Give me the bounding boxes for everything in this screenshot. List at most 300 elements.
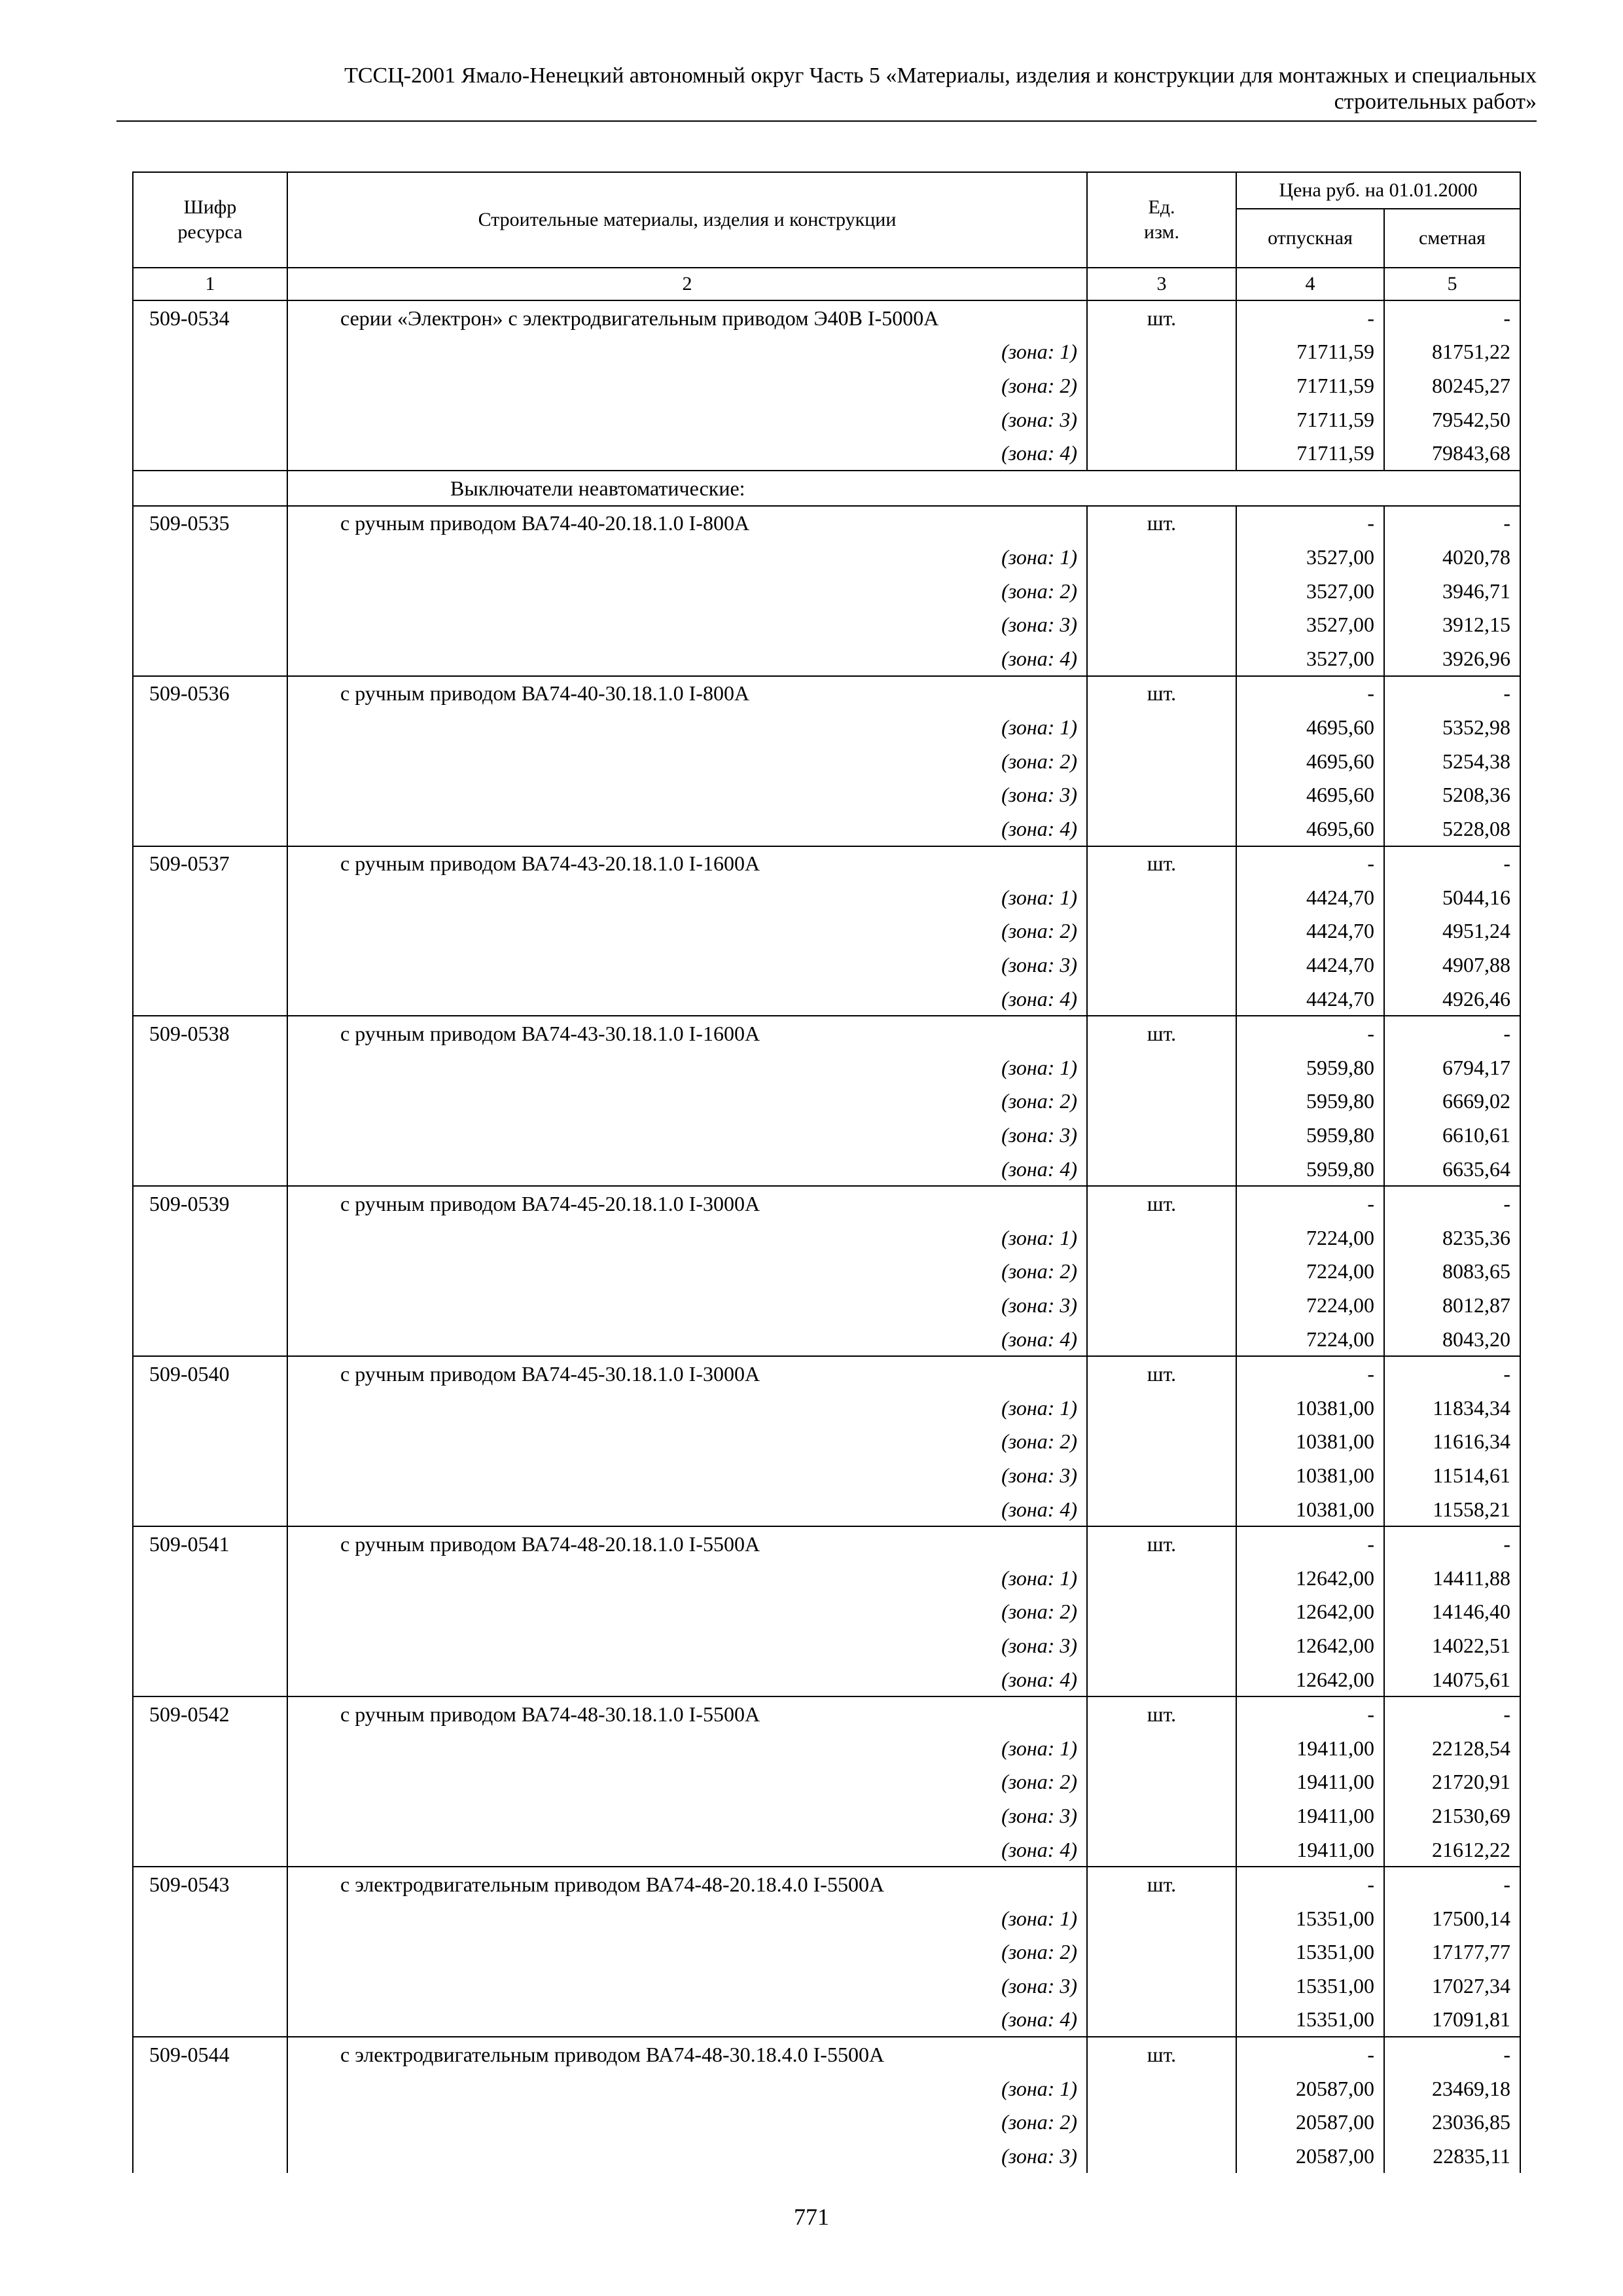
cell-price-estimate: -: [1384, 1696, 1520, 1731]
cell-price-estimate: -: [1384, 846, 1520, 881]
cell-price-release: 4424,70: [1236, 948, 1384, 982]
cell-price-release: 20587,00: [1236, 2139, 1384, 2173]
cell-unit: шт.: [1087, 300, 1236, 335]
cell-unit: шт.: [1087, 846, 1236, 881]
cell-zone-label: (зона: 3): [287, 1458, 1087, 1492]
cell-price-release: 3527,00: [1236, 607, 1384, 641]
cell-unit-empty: [1087, 1765, 1236, 1799]
item-row: [133, 1526, 1520, 1561]
cell-price-estimate: -: [1384, 1526, 1520, 1561]
zone-row: [133, 335, 1520, 369]
cell-zone-label: (зона: 3): [287, 1969, 1087, 2003]
zone-row: [133, 1458, 1520, 1492]
cell-price-estimate: 11514,61: [1384, 1458, 1520, 1492]
cell-unit: шт.: [1087, 1356, 1236, 1391]
cell-code-empty: [133, 880, 287, 914]
cell-resource-code: 509-0541: [133, 1526, 287, 1561]
zone-row: [133, 982, 1520, 1016]
cell-price-release: 7224,00: [1236, 1322, 1384, 1357]
cell-price-release: -: [1236, 676, 1384, 711]
cell-zone-label: (зона: 2): [287, 1595, 1087, 1629]
cell-unit-empty: [1087, 880, 1236, 914]
cell-unit-empty: [1087, 1901, 1236, 1935]
cell-unit-empty: [1087, 1425, 1236, 1459]
cell-zone-label: (зона: 3): [287, 1628, 1087, 1662]
zone-row: [133, 1085, 1520, 1119]
cell-zone-label: (зона: 1): [287, 1391, 1087, 1425]
cell-price-release: 19411,00: [1236, 1765, 1384, 1799]
cell-price-estimate: 6794,17: [1384, 1050, 1520, 1085]
cell-price-estimate: 5208,36: [1384, 778, 1520, 812]
cell-unit-empty: [1087, 1561, 1236, 1595]
cell-code-empty: [133, 574, 287, 608]
cell-price-estimate: -: [1384, 2037, 1520, 2072]
cell-zone-label: (зона: 2): [287, 1765, 1087, 1799]
cell-unit-empty: [1087, 1628, 1236, 1662]
cell-price-estimate: 11558,21: [1384, 1492, 1520, 1527]
cell-unit: шт.: [1087, 506, 1236, 541]
cell-zone-label: (зона: 3): [287, 2139, 1087, 2173]
cell-zone-label: (зона: 2): [287, 1085, 1087, 1119]
cell-price-release: 12642,00: [1236, 1662, 1384, 1697]
cell-zone-label: (зона: 1): [287, 1221, 1087, 1255]
col-number-4: 4: [1236, 268, 1384, 300]
cell-price-estimate: -: [1384, 1186, 1520, 1221]
cell-code-empty: [133, 1731, 287, 1765]
cell-price-estimate: 4907,88: [1384, 948, 1520, 982]
zone-row: [133, 1425, 1520, 1459]
cell-price-release: 5959,80: [1236, 1085, 1384, 1119]
zone-row: [133, 1221, 1520, 1255]
cell-price-estimate: 23036,85: [1384, 2105, 1520, 2139]
cell-price-release: -: [1236, 1867, 1384, 1901]
zone-row: [133, 1288, 1520, 1322]
zone-row: [133, 574, 1520, 608]
col-number-2: 2: [287, 268, 1087, 300]
zone-row: [133, 641, 1520, 676]
cell-unit-empty: [1087, 2105, 1236, 2139]
cell-unit-empty: [1087, 1391, 1236, 1425]
cell-zone-label: (зона: 1): [287, 880, 1087, 914]
cell-price-release: 4695,60: [1236, 778, 1384, 812]
cell-resource-code: 509-0542: [133, 1696, 287, 1731]
cell-code-empty: [133, 1595, 287, 1629]
cell-price-estimate: 14411,88: [1384, 1561, 1520, 1595]
cell-resource-code: 509-0540: [133, 1356, 287, 1391]
cell-code-empty: [133, 1969, 287, 2003]
cell-code-empty: [133, 744, 287, 778]
cell-price-release: 10381,00: [1236, 1425, 1384, 1459]
cell-zone-label: (зона: 3): [287, 1118, 1087, 1152]
cell-price-release: 15351,00: [1236, 2003, 1384, 2037]
cell-code-empty: [133, 1628, 287, 1662]
cell-item-name: с ручным приводом ВА74-40-30.18.1.0 I-800А: [287, 676, 1087, 711]
cell-price-release: 7224,00: [1236, 1221, 1384, 1255]
cell-zone-label: (зона: 4): [287, 812, 1087, 846]
cell-code-empty: [133, 1221, 287, 1255]
cell-unit-empty: [1087, 710, 1236, 744]
zone-row: [133, 1492, 1520, 1527]
cell-item-name: с ручным приводом ВА74-45-30.18.1.0 I-3000А: [287, 1356, 1087, 1391]
cell-price-release: -: [1236, 1186, 1384, 1221]
col-number-3: 3: [1087, 268, 1236, 300]
zone-row: [133, 436, 1520, 471]
cell-price-release: 71711,59: [1236, 335, 1384, 369]
cell-price-estimate: 3946,71: [1384, 574, 1520, 608]
cell-zone-label: (зона: 2): [287, 1425, 1087, 1459]
cell-price-release: 20587,00: [1236, 2072, 1384, 2106]
zone-row: [133, 812, 1520, 846]
zone-row: [133, 1901, 1520, 1935]
cell-price-estimate: 6635,64: [1384, 1152, 1520, 1187]
group-heading-row: [133, 471, 1520, 506]
cell-unit-empty: [1087, 1662, 1236, 1697]
cell-price-release: 10381,00: [1236, 1492, 1384, 1527]
item-row: [133, 1016, 1520, 1050]
group-heading-text: Выключатели неавтоматические:: [287, 471, 1520, 506]
cell-zone-label: (зона: 2): [287, 2105, 1087, 2139]
zone-row: [133, 1799, 1520, 1833]
cell-code-empty: [133, 710, 287, 744]
cell-price-estimate: -: [1384, 1867, 1520, 1901]
col-header-price-estimate: сметная: [1384, 209, 1520, 268]
cell-item-name: с ручным приводом ВА74-40-20.18.1.0 I-800А: [287, 506, 1087, 541]
cell-unit: шт.: [1087, 676, 1236, 711]
zone-row: [133, 2072, 1520, 2106]
cell-price-release: -: [1236, 846, 1384, 881]
zone-row: [133, 778, 1520, 812]
cell-unit-empty: [1087, 1799, 1236, 1833]
cell-unit-empty: [1087, 1458, 1236, 1492]
cell-zone-label: (зона: 4): [287, 2003, 1087, 2037]
item-row: [133, 1356, 1520, 1391]
zone-row: [133, 744, 1520, 778]
zone-row: [133, 1391, 1520, 1425]
cell-unit-empty: [1087, 403, 1236, 437]
cell-unit-empty: [1087, 2072, 1236, 2106]
cell-price-estimate: 8235,36: [1384, 1221, 1520, 1255]
cell-unit-empty: [1087, 1833, 1236, 1867]
cell-code-empty: [133, 2105, 287, 2139]
cell-item-name: с ручным приводом ВА74-45-20.18.1.0 I-3000А: [287, 1186, 1087, 1221]
cell-price-estimate: 5352,98: [1384, 710, 1520, 744]
cell-price-release: 3527,00: [1236, 641, 1384, 676]
zone-row: [133, 1595, 1520, 1629]
col-header-price-release: отпускная: [1236, 209, 1384, 268]
zone-row: [133, 403, 1520, 437]
cell-price-release: -: [1236, 1526, 1384, 1561]
cell-code-empty: [133, 1085, 287, 1119]
cell-zone-label: (зона: 1): [287, 1050, 1087, 1085]
cell-unit-empty: [1087, 914, 1236, 948]
cell-unit-empty: [1087, 2003, 1236, 2037]
cell-code-empty: [133, 641, 287, 676]
cell-price-estimate: 4951,24: [1384, 914, 1520, 948]
zone-row: [133, 2003, 1520, 2037]
cell-item-name: с ручным приводом ВА74-48-20.18.1.0 I-5500А: [287, 1526, 1087, 1561]
col-header-code: Шифр ресурса: [133, 172, 287, 268]
cell-code-empty: [133, 1255, 287, 1289]
cell-zone-label: (зона: 1): [287, 710, 1087, 744]
zone-row: [133, 1662, 1520, 1697]
cell-price-estimate: 3926,96: [1384, 641, 1520, 676]
cell-price-estimate: 17027,34: [1384, 1969, 1520, 2003]
cell-zone-label: (зона: 2): [287, 368, 1087, 403]
cell-item-name: серии «Электрон» с электродвигательным приводом Э40В I-5000А: [287, 300, 1087, 335]
cell-resource-code: 509-0534: [133, 300, 287, 335]
cell-unit-empty: [1087, 744, 1236, 778]
cell-price-estimate: 21612,22: [1384, 1833, 1520, 1867]
cell-code-empty: [133, 778, 287, 812]
cell-price-estimate: 17091,81: [1384, 2003, 1520, 2037]
cell-resource-code: 509-0543: [133, 1867, 287, 1901]
col-header-unit: Ед. изм.: [1087, 172, 1236, 268]
cell-unit: шт.: [1087, 2037, 1236, 2072]
cell-price-estimate: -: [1384, 1356, 1520, 1391]
item-row: [133, 506, 1520, 541]
cell-zone-label: (зона: 2): [287, 744, 1087, 778]
cell-code-empty: [133, 1935, 287, 1969]
cell-code-empty: [133, 1458, 287, 1492]
cell-zone-label: (зона: 1): [287, 335, 1087, 369]
cell-price-release: 4695,60: [1236, 812, 1384, 846]
zone-row: [133, 1765, 1520, 1799]
cell-unit-empty: [1087, 1050, 1236, 1085]
cell-price-estimate: 5254,38: [1384, 744, 1520, 778]
cell-code-empty: [133, 436, 287, 471]
zone-row: [133, 1731, 1520, 1765]
cell-unit-empty: [1087, 982, 1236, 1016]
cell-price-release: 15351,00: [1236, 1969, 1384, 2003]
cell-resource-code: 509-0537: [133, 846, 287, 881]
running-header-line2: строительных работ»: [1334, 90, 1537, 114]
cell-price-release: 4424,70: [1236, 914, 1384, 948]
zone-row: [133, 1561, 1520, 1595]
cell-zone-label: (зона: 3): [287, 607, 1087, 641]
zone-row: [133, 368, 1520, 403]
cell-unit-empty: [1087, 1492, 1236, 1527]
cell-code-empty: [133, 1492, 287, 1527]
cell-price-estimate: 21720,91: [1384, 1765, 1520, 1799]
cell-unit: шт.: [1087, 1867, 1236, 1901]
cell-code-empty: [133, 2072, 287, 2106]
cell-code-empty: [133, 1050, 287, 1085]
cell-code-empty: [133, 1118, 287, 1152]
cell-code-empty: [133, 1833, 287, 1867]
cell-price-estimate: 21530,69: [1384, 1799, 1520, 1833]
cell-price-release: 12642,00: [1236, 1595, 1384, 1629]
item-row: [133, 300, 1520, 335]
cell-code-empty: [133, 368, 287, 403]
cell-unit-empty: [1087, 2139, 1236, 2173]
cell-code-empty: [133, 1391, 287, 1425]
cell-zone-label: (зона: 4): [287, 1152, 1087, 1187]
cell-unit-empty: [1087, 335, 1236, 369]
zone-row: [133, 1628, 1520, 1662]
item-row: [133, 1696, 1520, 1731]
col-header-name: Строительные материалы, изделия и конструкции: [287, 172, 1087, 268]
cell-price-release: 71711,59: [1236, 368, 1384, 403]
cell-code-empty: [133, 1561, 287, 1595]
cell-price-estimate: 6610,61: [1384, 1118, 1520, 1152]
header-rule: [116, 120, 1537, 122]
cell-price-release: 3527,00: [1236, 574, 1384, 608]
cell-unit-empty: [1087, 1969, 1236, 2003]
cell-unit-empty: [1087, 1935, 1236, 1969]
cell-price-estimate: 4926,46: [1384, 982, 1520, 1016]
cell-zone-label: (зона: 2): [287, 1935, 1087, 1969]
cell-zone-label: (зона: 4): [287, 1492, 1087, 1527]
cell-unit-empty: [1087, 574, 1236, 608]
cell-price-release: 7224,00: [1236, 1255, 1384, 1289]
zone-row: [133, 948, 1520, 982]
cell-price-release: 5959,80: [1236, 1152, 1384, 1187]
cell-zone-label: (зона: 4): [287, 641, 1087, 676]
cell-price-estimate: -: [1384, 1016, 1520, 1050]
cell-zone-label: (зона: 4): [287, 1662, 1087, 1697]
zone-row: [133, 1969, 1520, 2003]
cell-zone-label: (зона: 2): [287, 914, 1087, 948]
cell-unit-empty: [1087, 1152, 1236, 1187]
cell-price-release: 10381,00: [1236, 1458, 1384, 1492]
cell-price-estimate: 17500,14: [1384, 1901, 1520, 1935]
cell-price-estimate: 81751,22: [1384, 335, 1520, 369]
zone-row: [133, 880, 1520, 914]
cell-zone-label: (зона: 3): [287, 778, 1087, 812]
item-row: [133, 676, 1520, 711]
cell-unit: шт.: [1087, 1696, 1236, 1731]
cell-unit: шт.: [1087, 1526, 1236, 1561]
cell-price-release: 4424,70: [1236, 982, 1384, 1016]
cell-zone-label: (зона: 4): [287, 1833, 1087, 1867]
zone-row: [133, 607, 1520, 641]
cell-code-empty: [133, 1765, 287, 1799]
cell-unit-empty: [1087, 540, 1236, 574]
cell-code-empty: [133, 914, 287, 948]
cell-unit: шт.: [1087, 1186, 1236, 1221]
item-row: [133, 1186, 1520, 1221]
cell-unit-empty: [1087, 1322, 1236, 1357]
page-number: 771: [794, 2204, 829, 2230]
cell-zone-label: (зона: 1): [287, 1731, 1087, 1765]
cell-code-empty: [133, 1662, 287, 1697]
cell-zone-label: (зона: 3): [287, 403, 1087, 437]
cell-price-estimate: 8083,65: [1384, 1255, 1520, 1289]
col-number-5: 5: [1384, 268, 1520, 300]
cell-price-estimate: 23469,18: [1384, 2072, 1520, 2106]
cell-zone-label: (зона: 4): [287, 436, 1087, 471]
cell-price-estimate: 6669,02: [1384, 1085, 1520, 1119]
cell-resource-code: 509-0544: [133, 2037, 287, 2072]
cell-zone-label: (зона: 1): [287, 2072, 1087, 2106]
cell-price-release: 19411,00: [1236, 1833, 1384, 1867]
cell-price-release: 19411,00: [1236, 1799, 1384, 1833]
cell-code-empty: [133, 403, 287, 437]
cell-price-estimate: 79542,50: [1384, 403, 1520, 437]
cell-unit: шт.: [1087, 1016, 1236, 1050]
price-table: [132, 171, 1521, 2173]
cell-price-estimate: 14146,40: [1384, 1595, 1520, 1629]
cell-unit-empty: [1087, 1731, 1236, 1765]
cell-price-estimate: 8012,87: [1384, 1288, 1520, 1322]
col-number-1: 1: [133, 268, 287, 300]
zone-row: [133, 1322, 1520, 1357]
zone-row: [133, 2139, 1520, 2173]
cell-price-release: 10381,00: [1236, 1391, 1384, 1425]
cell-code-empty: [133, 607, 287, 641]
cell-zone-label: (зона: 3): [287, 1799, 1087, 1833]
zone-row: [133, 1118, 1520, 1152]
cell-price-estimate: 22835,11: [1384, 2139, 1520, 2173]
cell-price-release: -: [1236, 2037, 1384, 2072]
cell-code-empty: [133, 982, 287, 1016]
cell-code-empty: [133, 471, 287, 506]
cell-zone-label: (зона: 2): [287, 1255, 1087, 1289]
cell-zone-label: (зона: 4): [287, 982, 1087, 1016]
cell-item-name: с ручным приводом ВА74-48-30.18.1.0 I-5500А: [287, 1696, 1087, 1731]
zone-row: [133, 1935, 1520, 1969]
cell-price-estimate: -: [1384, 300, 1520, 335]
cell-resource-code: 509-0535: [133, 506, 287, 541]
running-header-line1: ТССЦ-2001 Ямало-Ненецкий автономный округ Часть 5 «Материалы, изделия и конструкции для монтажных и специальных: [344, 63, 1537, 88]
col-header-price-group: Цена руб. на 01.01.2000: [1236, 172, 1520, 209]
cell-code-empty: [133, 1152, 287, 1187]
cell-resource-code: 509-0538: [133, 1016, 287, 1050]
cell-price-release: -: [1236, 506, 1384, 541]
cell-price-release: 5959,80: [1236, 1118, 1384, 1152]
cell-code-empty: [133, 2003, 287, 2037]
cell-price-estimate: 11616,34: [1384, 1425, 1520, 1459]
cell-resource-code: 509-0536: [133, 676, 287, 711]
cell-price-release: -: [1236, 300, 1384, 335]
cell-price-estimate: 5228,08: [1384, 812, 1520, 846]
cell-item-name: с электродвигательным приводом ВА74-48-20.18.4.0 I-5500А: [287, 1867, 1087, 1901]
zone-row: [133, 1255, 1520, 1289]
zone-row: [133, 914, 1520, 948]
cell-price-release: 4695,60: [1236, 744, 1384, 778]
cell-unit-empty: [1087, 1288, 1236, 1322]
cell-price-release: 4695,60: [1236, 710, 1384, 744]
zone-row: [133, 540, 1520, 574]
cell-unit-empty: [1087, 1595, 1236, 1629]
price-table-body: [133, 300, 1520, 2173]
cell-unit-empty: [1087, 607, 1236, 641]
cell-price-estimate: 14022,51: [1384, 1628, 1520, 1662]
cell-item-name: с электродвигательным приводом ВА74-48-30.18.4.0 I-5500А: [287, 2037, 1087, 2072]
cell-price-release: 3527,00: [1236, 540, 1384, 574]
item-row: [133, 846, 1520, 881]
cell-price-estimate: 80245,27: [1384, 368, 1520, 403]
cell-unit-empty: [1087, 1085, 1236, 1119]
zone-row: [133, 1050, 1520, 1085]
cell-zone-label: (зона: 3): [287, 948, 1087, 982]
cell-unit-empty: [1087, 778, 1236, 812]
cell-price-estimate: 8043,20: [1384, 1322, 1520, 1357]
item-row: [133, 1867, 1520, 1901]
cell-price-estimate: 22128,54: [1384, 1731, 1520, 1765]
zone-row: [133, 2105, 1520, 2139]
cell-price-estimate: 14075,61: [1384, 1662, 1520, 1697]
cell-price-release: -: [1236, 1016, 1384, 1050]
zone-row: [133, 1152, 1520, 1187]
cell-price-release: 12642,00: [1236, 1628, 1384, 1662]
running-header: [116, 63, 1537, 115]
cell-code-empty: [133, 1425, 287, 1459]
cell-price-release: 71711,59: [1236, 436, 1384, 471]
cell-unit-empty: [1087, 1255, 1236, 1289]
cell-price-estimate: 17177,77: [1384, 1935, 1520, 1969]
cell-price-release: 15351,00: [1236, 1935, 1384, 1969]
